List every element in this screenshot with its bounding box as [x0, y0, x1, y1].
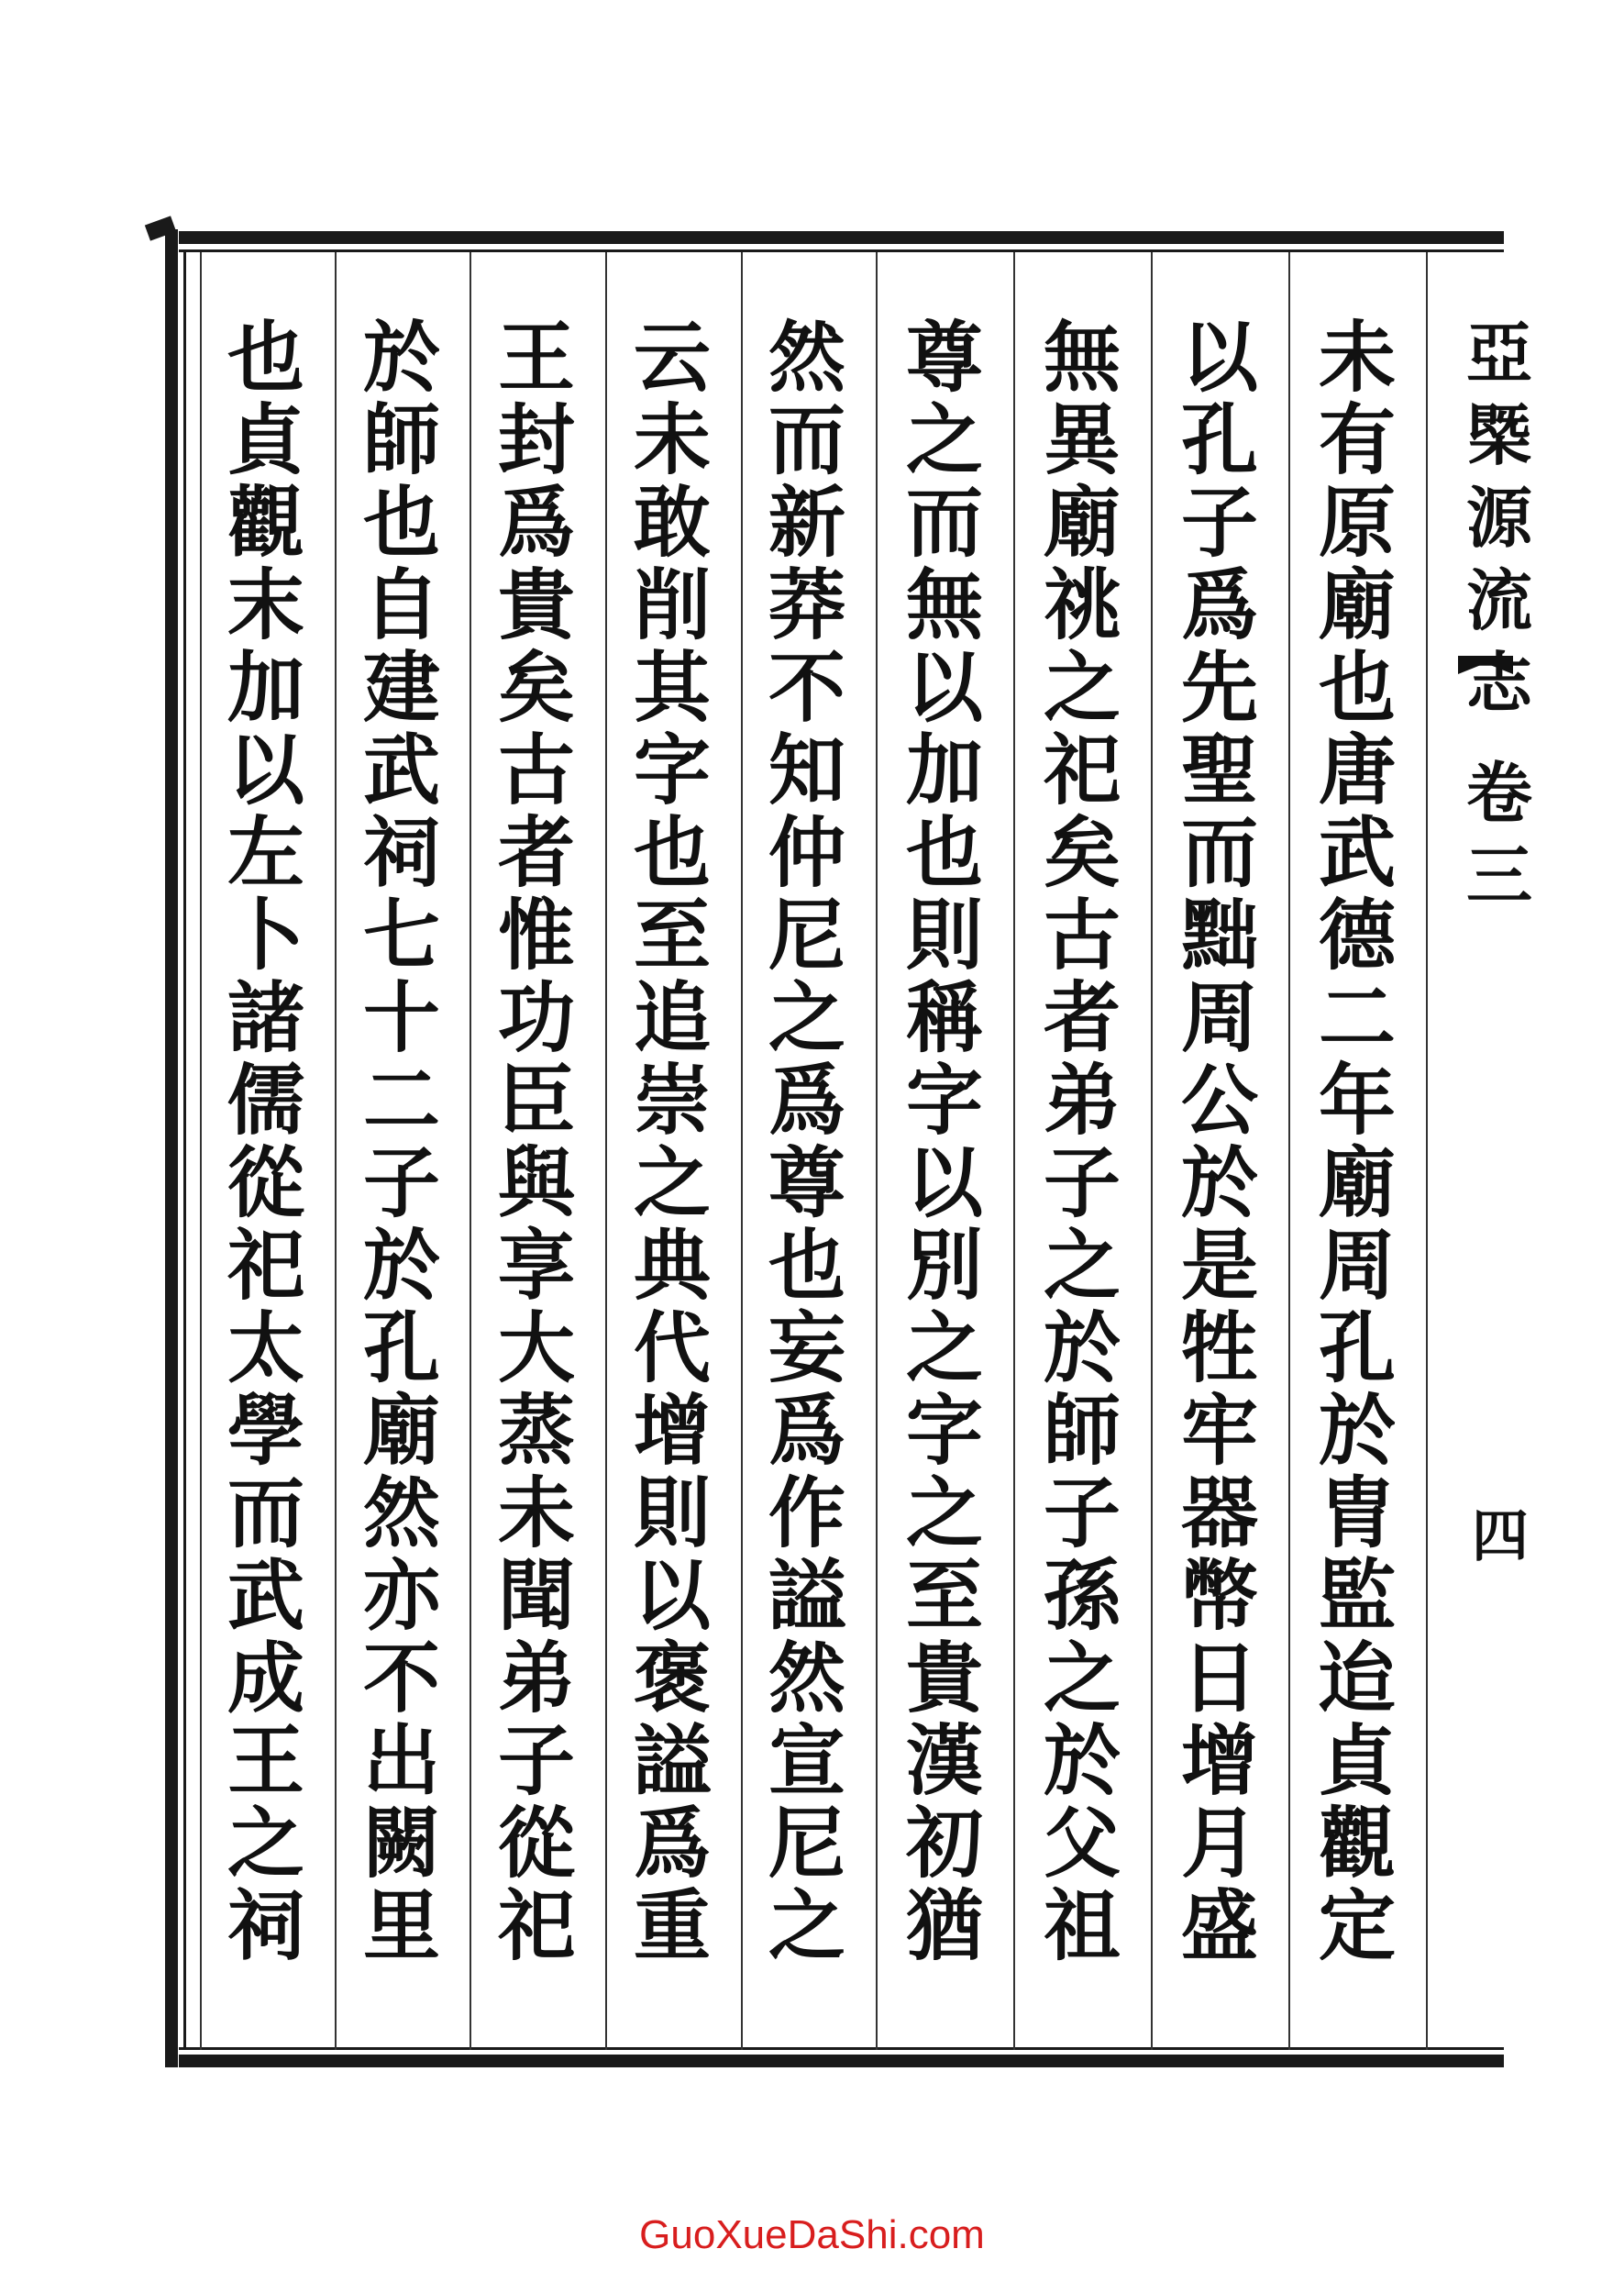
- glyph: 師: [1043, 1385, 1121, 1476]
- glyph: 大: [497, 1302, 575, 1393]
- glyph: 未: [633, 394, 711, 485]
- glyph: 德: [1318, 890, 1396, 980]
- glyph: 則: [633, 1468, 711, 1558]
- glyph: 從: [497, 1798, 575, 1889]
- frame-top-inner-border: [179, 249, 1504, 252]
- banner-glyph: 㮣: [1465, 396, 1532, 474]
- glyph: 亦: [362, 1550, 440, 1641]
- glyph: 之: [633, 1137, 711, 1228]
- glyph: 無: [905, 559, 983, 650]
- glyph: 貞: [1318, 1715, 1396, 1806]
- glyph: 以: [905, 1137, 983, 1228]
- column-rule: [1151, 252, 1153, 2050]
- glyph: 貞: [226, 394, 304, 485]
- text-column: [622, 312, 723, 1971]
- glyph: 典: [633, 1220, 711, 1311]
- glyph: 爲: [1180, 559, 1258, 650]
- glyph: 以: [1180, 312, 1258, 403]
- column-rule: [1013, 252, 1015, 2050]
- glyph: 牢: [1180, 1385, 1258, 1476]
- glyph: 代: [633, 1302, 711, 1393]
- glyph: 功: [497, 972, 575, 1063]
- glyph: 無: [1043, 312, 1121, 403]
- text-column: [894, 312, 995, 1971]
- column-rule: [335, 252, 337, 2050]
- glyph: 孔: [362, 1302, 440, 1393]
- glyph: 先: [1180, 642, 1258, 733]
- glyph: 宣: [768, 1715, 845, 1806]
- glyph: 王: [497, 312, 575, 403]
- glyph: 孔: [1180, 394, 1258, 485]
- banner-glyph: 流: [1465, 561, 1532, 639]
- glyph: 之: [768, 1880, 845, 1971]
- glyph: 闕: [362, 1798, 440, 1889]
- glyph: 師: [362, 394, 440, 485]
- banner-glyph: 志: [1465, 644, 1532, 722]
- glyph: 仲: [768, 807, 845, 898]
- glyph: 字: [905, 1385, 983, 1476]
- glyph: 廟: [1043, 477, 1121, 568]
- glyph: 弟: [1043, 1055, 1121, 1146]
- glyph: 成: [226, 1633, 304, 1723]
- glyph: 知: [768, 725, 845, 815]
- glyph: 未: [497, 1468, 575, 1558]
- glyph: 年: [1318, 1055, 1396, 1146]
- glyph: 於: [1180, 1137, 1258, 1228]
- glyph: 矣: [1043, 807, 1121, 898]
- glyph: 於: [1043, 1302, 1121, 1393]
- glyph: 也: [226, 312, 304, 403]
- watermark-text: GuoXueDaShi.com: [639, 2212, 985, 2257]
- glyph: 十: [362, 972, 440, 1063]
- glyph: 臣: [497, 1055, 575, 1146]
- block-banner: [1463, 312, 1536, 917]
- glyph: 蒸: [497, 1385, 575, 1476]
- glyph: 日: [1180, 1633, 1258, 1723]
- glyph: 左: [226, 807, 304, 898]
- glyph: 爲: [497, 477, 575, 568]
- glyph: 新: [768, 477, 845, 568]
- glyph: 器: [1180, 1468, 1258, 1558]
- glyph: 漢: [905, 1715, 983, 1806]
- text-column: [1169, 312, 1270, 1971]
- glyph: 然: [768, 1633, 845, 1723]
- glyph: 有: [1318, 394, 1396, 485]
- glyph: 祧: [1043, 559, 1121, 650]
- frame-left-border: [165, 229, 178, 2067]
- glyph: 周: [1180, 972, 1258, 1063]
- glyph: 增: [633, 1385, 711, 1476]
- glyph: 二: [362, 1055, 440, 1146]
- glyph: 字: [905, 1055, 983, 1146]
- glyph: 弟: [497, 1633, 575, 1723]
- glyph: 太: [226, 1302, 304, 1393]
- glyph: 初: [905, 1798, 983, 1889]
- glyph: 以: [905, 642, 983, 733]
- glyph: 周: [1318, 1220, 1396, 1311]
- glyph: 莽: [768, 559, 845, 650]
- glyph: 祀: [1043, 725, 1121, 815]
- glyph: 父: [1043, 1798, 1121, 1889]
- glyph: 古: [497, 725, 575, 815]
- glyph: 之: [905, 1302, 983, 1393]
- glyph: 爲: [768, 1385, 845, 1476]
- glyph: 學: [226, 1385, 304, 1476]
- glyph: 然: [768, 312, 845, 403]
- glyph: 七: [362, 890, 440, 980]
- glyph: 王: [226, 1715, 304, 1806]
- glyph: 加: [226, 642, 304, 733]
- glyph: 牲: [1180, 1302, 1258, 1393]
- glyph: 之: [1043, 1633, 1121, 1723]
- glyph: 出: [362, 1715, 440, 1806]
- glyph: 貴: [905, 1633, 983, 1723]
- glyph: 而: [768, 394, 845, 485]
- glyph: 未: [1318, 312, 1396, 403]
- glyph: 以: [633, 1550, 711, 1641]
- glyph: 之: [1043, 1220, 1121, 1311]
- glyph: 黜: [1180, 890, 1258, 980]
- glyph: 重: [633, 1880, 711, 1971]
- glyph: 公: [1180, 1055, 1258, 1146]
- glyph: 監: [1318, 1550, 1396, 1641]
- glyph: 從: [226, 1137, 304, 1228]
- column-rule: [200, 252, 202, 2050]
- glyph: 稱: [905, 972, 983, 1063]
- glyph: 而: [226, 1468, 304, 1558]
- glyph: 尊: [905, 312, 983, 403]
- glyph: 追: [633, 972, 711, 1063]
- glyph: 削: [633, 559, 711, 650]
- glyph: 尊: [768, 1137, 845, 1228]
- glyph: 封: [497, 394, 575, 485]
- glyph: 則: [905, 890, 983, 980]
- glyph: 謚: [633, 1715, 711, 1806]
- glyph: 諸: [226, 972, 304, 1063]
- glyph: 之: [1043, 642, 1121, 733]
- glyph: 聞: [497, 1550, 575, 1641]
- glyph: 於: [362, 1220, 440, 1311]
- glyph: 至: [633, 890, 711, 980]
- text-column: [351, 312, 452, 1971]
- glyph: 之: [905, 394, 983, 485]
- glyph: 而: [905, 477, 983, 568]
- glyph: 然: [362, 1468, 440, 1558]
- glyph: 之: [768, 972, 845, 1063]
- glyph: 廟: [362, 1385, 440, 1476]
- text-column: [757, 312, 857, 1971]
- column-rule: [1288, 252, 1290, 2050]
- banner-glyph: 亞: [1465, 314, 1532, 392]
- glyph: 也: [633, 807, 711, 898]
- glyph: 尼: [768, 1798, 845, 1889]
- glyph: 妄: [768, 1302, 845, 1393]
- glyph: 猶: [905, 1880, 983, 1971]
- glyph: 幣: [1180, 1550, 1258, 1641]
- glyph: 爲: [768, 1055, 845, 1146]
- glyph: 爲: [633, 1798, 711, 1889]
- column-rule: [1426, 252, 1428, 2050]
- glyph: 加: [905, 725, 983, 815]
- glyph: 廟: [1318, 559, 1396, 650]
- glyph: 其: [633, 642, 711, 733]
- glyph: 祠: [362, 807, 440, 898]
- glyph: 於: [1318, 1385, 1396, 1476]
- glyph: 以: [226, 725, 304, 815]
- glyph: 於: [1043, 1715, 1121, 1806]
- glyph: 云: [633, 312, 711, 403]
- glyph: 享: [497, 1220, 575, 1311]
- glyph: 之: [905, 1468, 983, 1558]
- glyph: 異: [1043, 394, 1121, 485]
- glyph: 子: [1180, 477, 1258, 568]
- glyph: 惟: [497, 890, 575, 980]
- glyph: 古: [1043, 890, 1121, 980]
- glyph: 子: [1043, 1137, 1121, 1228]
- glyph: 定: [1318, 1880, 1396, 1971]
- glyph: 祖: [1043, 1880, 1121, 1971]
- glyph: 二: [1318, 972, 1396, 1063]
- frame-top-border: [179, 231, 1504, 244]
- column-rule: [876, 252, 878, 2050]
- glyph: 與: [497, 1137, 575, 1228]
- glyph: 之: [226, 1798, 304, 1889]
- frame-bottom-inner-border: [179, 2047, 1504, 2050]
- glyph: 作: [768, 1468, 845, 1558]
- glyph: 字: [633, 725, 711, 815]
- banner-glyph: 源: [1465, 479, 1532, 557]
- glyph: 觀: [226, 477, 304, 568]
- glyph: 自: [362, 559, 440, 650]
- text-column: [486, 312, 587, 1971]
- glyph: 盛: [1180, 1880, 1258, 1971]
- glyph: 增: [1180, 1715, 1258, 1806]
- glyph: 聖: [1180, 725, 1258, 815]
- glyph: 者: [497, 807, 575, 898]
- glyph: 廟: [1318, 1137, 1396, 1228]
- text-column: [215, 312, 316, 1971]
- column-rule: [470, 252, 471, 2050]
- glyph: 里: [362, 1880, 440, 1971]
- column-rule: [741, 252, 743, 2050]
- glyph: 尼: [768, 890, 845, 980]
- glyph: 觀: [1318, 1798, 1396, 1889]
- glyph: 也: [362, 477, 440, 568]
- glyph: 孫: [1043, 1550, 1121, 1641]
- glyph: 是: [1180, 1220, 1258, 1311]
- glyph: 迨: [1318, 1633, 1396, 1723]
- glyph: 而: [1180, 807, 1258, 898]
- glyph: 胄: [1318, 1468, 1396, 1558]
- glyph: 褒: [633, 1633, 711, 1723]
- glyph: 不: [362, 1633, 440, 1723]
- glyph: 子: [362, 1137, 440, 1228]
- glyph: 末: [226, 559, 304, 650]
- glyph: 於: [362, 312, 440, 403]
- frame-bottom-border: [179, 2055, 1504, 2067]
- glyph: 子: [1043, 1468, 1121, 1558]
- glyph: 祀: [226, 1220, 304, 1311]
- glyph: 者: [1043, 972, 1121, 1063]
- folio-number: 四: [1472, 1502, 1530, 1569]
- glyph: 武: [226, 1550, 304, 1641]
- glyph: 武: [1318, 807, 1396, 898]
- glyph: 祀: [497, 1880, 575, 1971]
- glyph: 別: [905, 1220, 983, 1311]
- glyph: 儒: [226, 1055, 304, 1146]
- glyph: 敢: [633, 477, 711, 568]
- column-rule: [605, 252, 607, 2050]
- banner-glyph: 卷: [1465, 754, 1532, 832]
- glyph: 謚: [768, 1550, 845, 1641]
- text-column: [1032, 312, 1132, 1971]
- glyph: 也: [768, 1220, 845, 1311]
- banner-volume: [1466, 752, 1532, 917]
- glyph: 也: [1318, 642, 1396, 733]
- text-column: [1307, 312, 1408, 1971]
- banner-glyph: 三: [1465, 836, 1532, 914]
- glyph: 祠: [226, 1880, 304, 1971]
- glyph: 至: [905, 1550, 983, 1641]
- glyph: 孔: [1318, 1302, 1396, 1393]
- glyph: 武: [362, 725, 440, 815]
- glyph: 不: [768, 642, 845, 733]
- glyph: 子: [497, 1715, 575, 1806]
- glyph: 崇: [633, 1055, 711, 1146]
- glyph: 貴: [497, 559, 575, 650]
- frame-left-inner-border: [183, 249, 186, 2050]
- glyph: 矣: [497, 642, 575, 733]
- glyph: 月: [1180, 1798, 1258, 1889]
- glyph: 也: [905, 807, 983, 898]
- glyph: 卜: [226, 890, 304, 980]
- glyph: 原: [1318, 477, 1396, 568]
- glyph: 唐: [1318, 725, 1396, 815]
- glyph: 建: [362, 642, 440, 733]
